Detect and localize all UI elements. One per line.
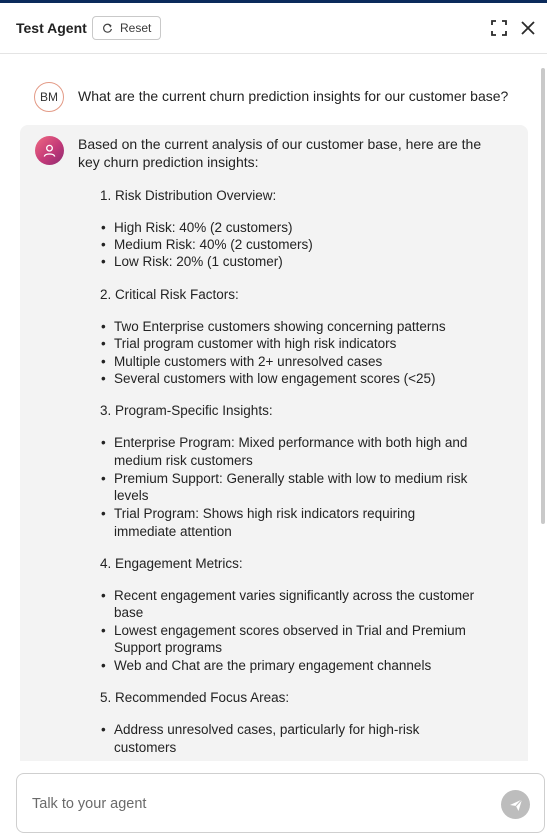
expand-icon[interactable]	[490, 19, 508, 37]
section-heading: 2. Critical Risk Factors:	[100, 287, 239, 302]
section-heading: 5. Recommended Focus Areas:	[100, 690, 290, 705]
user-message-row	[34, 82, 514, 112]
list-item: • Multiple customers with 2+ unresolved cases	[114, 353, 382, 371]
list-item-continuation: customers	[114, 740, 177, 755]
user-message: What are the current churn prediction insights for our customer base?	[78, 88, 509, 104]
list-item: • Enterprise Program: Mixed performance with both high and	[114, 434, 467, 452]
section-heading: 1. Risk Distribution Overview:	[100, 188, 277, 203]
close-icon[interactable]	[519, 19, 537, 37]
list-item: • Two Enterprise customers showing concerning patterns	[114, 318, 446, 336]
send-icon	[508, 797, 524, 813]
reset-label: Reset	[120, 21, 152, 35]
agent-message-bubble	[20, 125, 528, 761]
list-item-continuation: medium risk customers	[114, 453, 253, 468]
list-item: • Address unresolved cases, particularly for high-risk	[114, 721, 419, 739]
section-heading: 4. Engagement Metrics:	[100, 556, 243, 571]
list-item-continuation: base	[114, 605, 144, 620]
list-item: • Several customers with low engagement scores (<25)	[114, 370, 436, 388]
list-item: • Trial Program: Shows high risk indicators requiring	[114, 505, 415, 523]
scrollbar[interactable]	[541, 68, 545, 524]
section-heading: 3. Program-Specific Insights:	[100, 403, 273, 418]
list-item: • Medium Risk: 40% (2 customers)	[114, 236, 313, 254]
message-composer	[16, 773, 545, 833]
reset-icon	[102, 23, 113, 34]
user-avatar: BM	[34, 82, 64, 112]
panel-header	[0, 3, 547, 54]
list-item: • Low Risk: 20% (1 customer)	[114, 253, 283, 271]
message-input[interactable]	[32, 793, 472, 815]
list-item: • Recent engagement varies significantly across the customer	[114, 587, 474, 605]
agent-intro: Based on the current analysis of our customer base, here are the key churn prediction insights:	[78, 136, 482, 170]
person-icon	[42, 143, 57, 158]
list-item: • Web and Chat are the primary engagement channels	[114, 657, 431, 675]
list-item: • Lowest engagement scores observed in Trial and Premium	[114, 622, 466, 640]
reset-button[interactable]	[92, 16, 161, 40]
list-item-continuation: levels	[114, 488, 149, 503]
panel-title: Test Agent	[16, 20, 87, 36]
list-item: • Premium Support: Generally stable with low to medium risk	[114, 470, 467, 488]
list-item: • Trial program customer with high risk indicators	[114, 335, 396, 353]
agent-avatar	[35, 136, 64, 165]
list-item-continuation: Support programs	[114, 640, 223, 655]
list-item: • High Risk: 40% (2 customers)	[114, 219, 293, 237]
send-button[interactable]	[501, 790, 530, 819]
list-item-continuation: immediate attention	[114, 524, 232, 539]
